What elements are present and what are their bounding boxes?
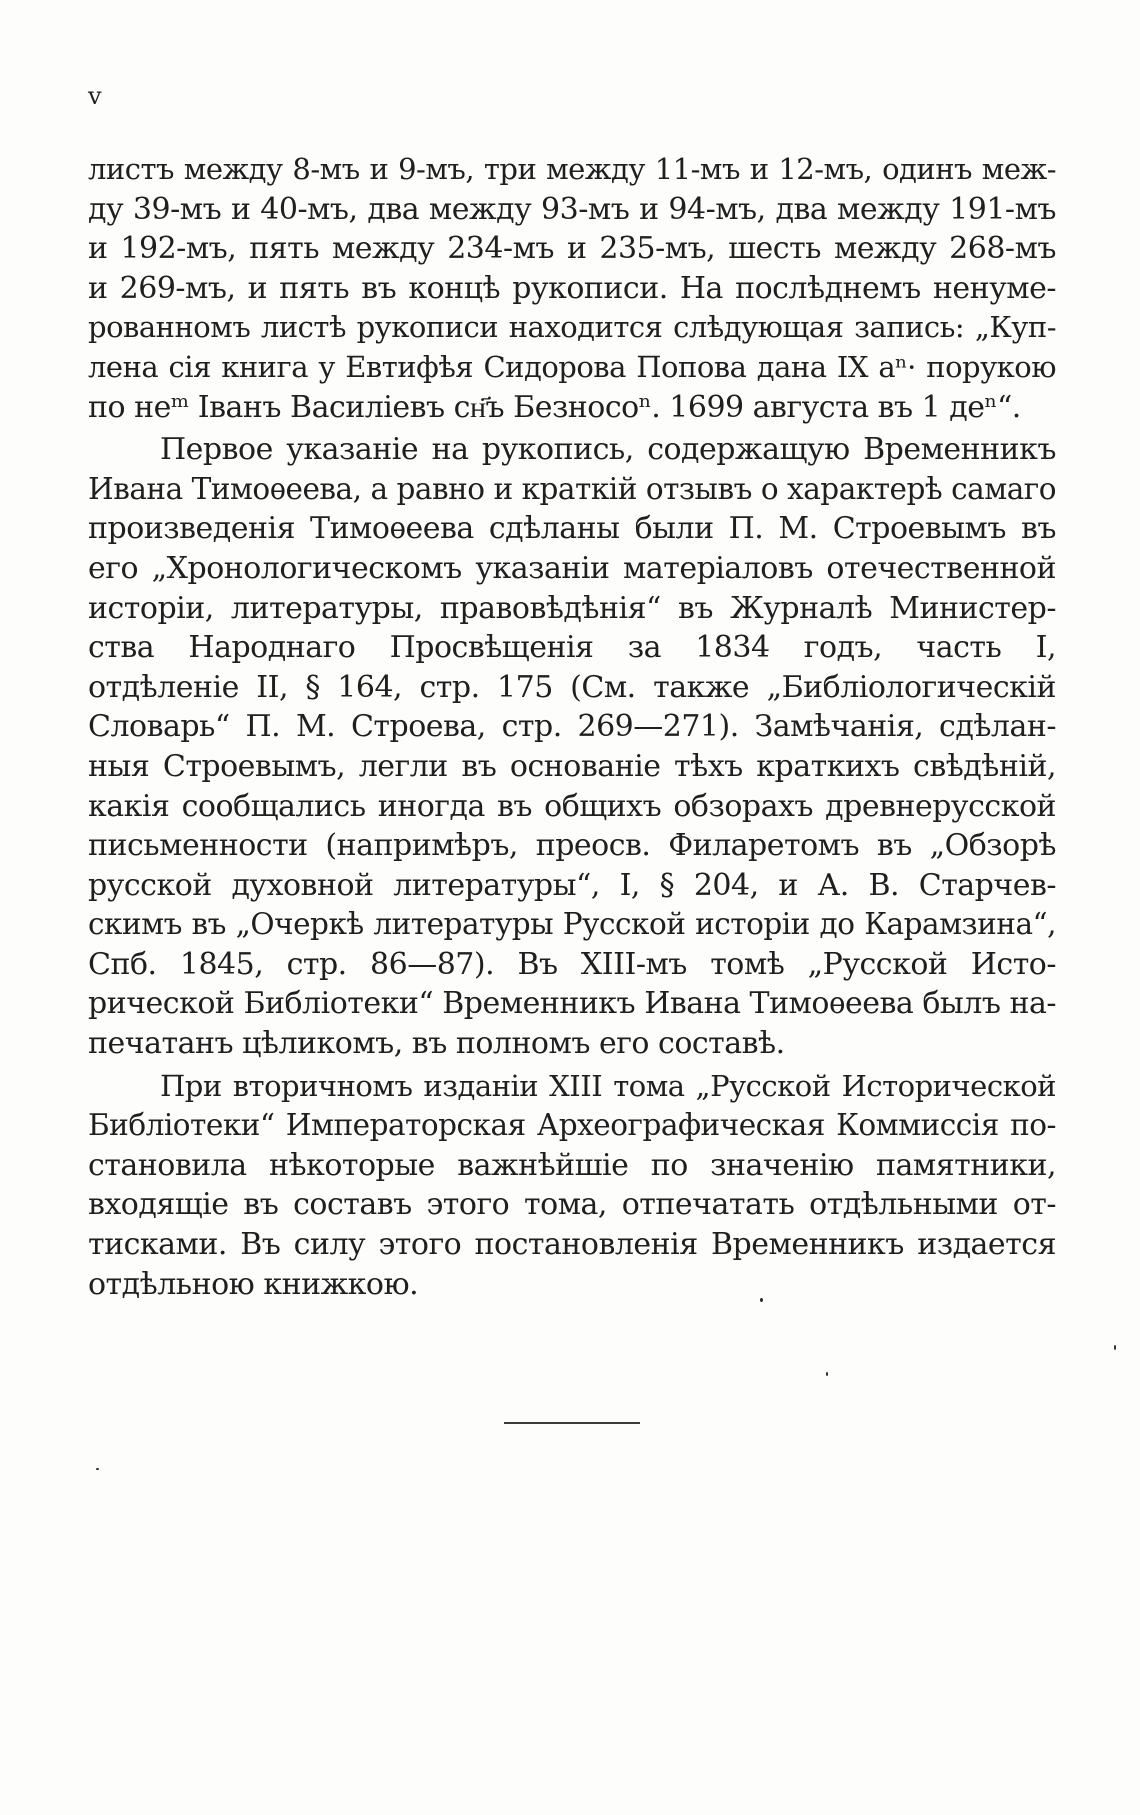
text-line: Спб. 1845, стр. 86—87). Въ XIII-мъ томѣ „Русской Исто- [88, 946, 1056, 982]
ink-speck [826, 1372, 828, 1376]
text-line: и 192-мъ, пять между 234-мъ и 235-мъ, шесть между 268-мъ [88, 231, 1056, 267]
text-line: исторіи, литературы, правовѣдѣнія“ въ Журналѣ Министер- [88, 590, 1056, 626]
ink-speck [1114, 1345, 1116, 1350]
text-line: ду 39-мъ и 40-мъ, два между 93-мъ и 94-мъ, два между 191-мъ [88, 191, 1056, 227]
text-line: по неᵐ Іванъ Василіевъ сн҃ъ Безносоⁿ. 1699 августа въ 1 деⁿ“. [88, 389, 1021, 425]
ink-speck [760, 1298, 763, 1302]
text-line: произведенія Тимоѳеева сдѣланы были П. М. Строевымъ въ [88, 511, 1056, 547]
text-line: печатанъ цѣликомъ, въ полномъ его составѣ. [88, 1026, 785, 1062]
text-line: Первое указаніе на рукопись, содержащую Временникъ [160, 432, 1056, 468]
text-line: Библіотеки“ Императорская Археографическая Коммиссія по- [88, 1108, 1056, 1143]
text-line: отдѣленіе II, § 164, стр. 175 (См. также „Библіологическій [88, 669, 1056, 705]
text-line: лена сія книга у Евтифѣя Сидорова Попова дана IX аⁿ· порукою [88, 349, 1056, 384]
text-line: скимъ въ „Очеркѣ литературы Русской исторіи до Карамзина“, [88, 907, 1056, 942]
ink-speck [96, 1468, 99, 1470]
section-end-rule [504, 1422, 640, 1424]
text-line: листъ между 8-мъ и 9-мъ, три между 11-мъ и 12-мъ, одинъ меж- [88, 152, 1056, 186]
paragraph-2 [88, 430, 1056, 1064]
text-line: ныя Строевымъ, легли въ основаніе тѣхъ краткихъ свѣдѣній, [88, 748, 1056, 784]
text-line: становила нѣкоторые важнѣйшіе по значенію памятники, [88, 1147, 1056, 1183]
paragraph-3 [88, 1067, 1056, 1305]
text-line: какія сообщались иногда въ общихъ обзорахъ древнерусской [88, 788, 1056, 824]
text-line: входящіе въ составъ этого тома, отпечатать отдѣльными от- [88, 1187, 1056, 1223]
text-line: ства Народнаго Просвѣщенія за 1834 годъ, часть I, [88, 630, 1056, 666]
text-line: тисками. Въ силу этого постановленія Временникъ издается [88, 1227, 1056, 1263]
text-line: рической Библіотеки“ Временникъ Ивана Тимоѳеева былъ на- [88, 986, 1056, 1022]
text-line: письменности (напримѣръ, преосв. Филаретомъ въ „Обзорѣ [88, 828, 1056, 864]
text-line: русской духовной литературы“, I, § 204, и А. В. Старчев- [88, 867, 1056, 903]
text-line: его „Хронологическомъ указаніи матеріаловъ отечественной [88, 550, 1056, 586]
text-line: Словарь“ П. М. Строева, стр. 269—271). Замѣчанія, сдѣлан- [88, 709, 1056, 745]
paragraph-1 [88, 150, 1056, 427]
text-line: Ивана Тимоѳеева, а равно и краткій отзывъ о характерѣ самаго [88, 471, 1056, 506]
body-text [88, 150, 1056, 1304]
page-number: v [88, 82, 102, 110]
text-line: рованномъ листѣ рукописи находится слѣдующая запись: „Куп- [88, 310, 1056, 345]
text-line: отдѣльною книжкою. [88, 1266, 419, 1302]
text-line: При вторичномъ изданіи XIII тома „Русской Исторической [160, 1068, 1056, 1103]
text-line: и 269-мъ, и пять въ концѣ рукописи. На послѣднемъ ненуме- [88, 270, 1056, 306]
